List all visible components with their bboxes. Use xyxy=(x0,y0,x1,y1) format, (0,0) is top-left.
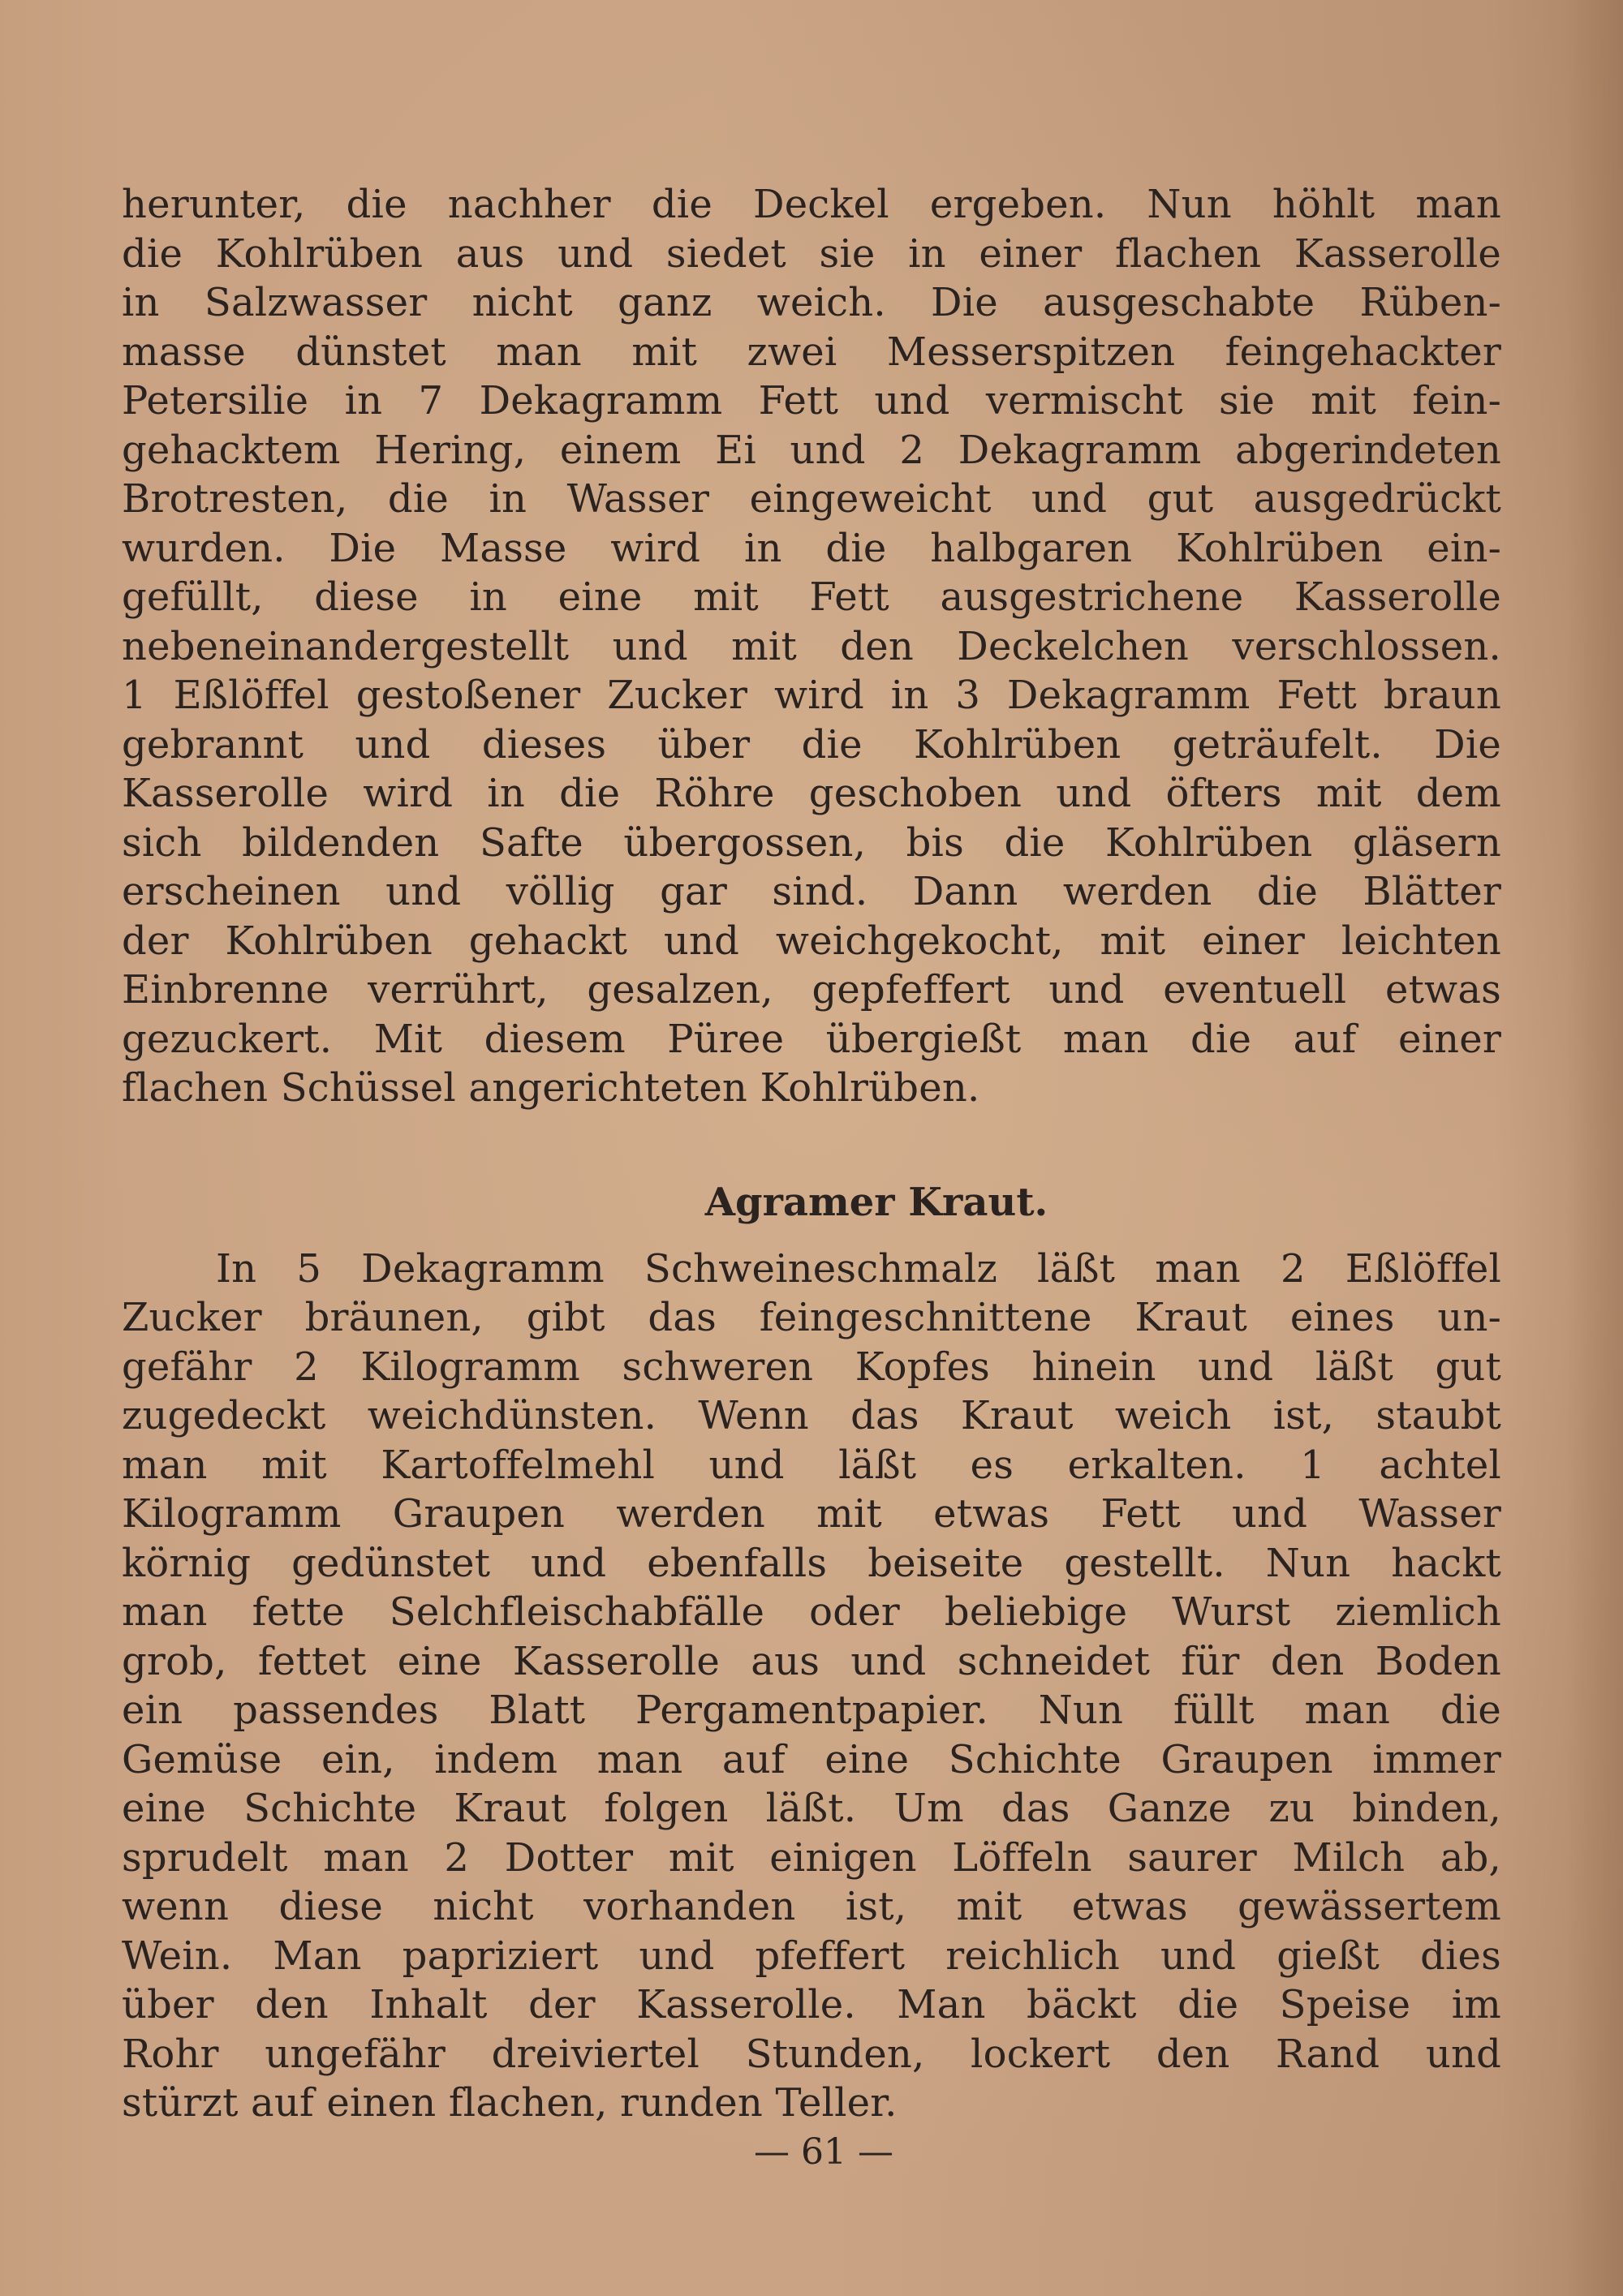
text-line: Wein. Man papriziert und pfeffert reichlich und gießt dies xyxy=(122,1933,1501,1979)
text-line: Gemüse ein, indem man auf eine Schichte Graupen immer xyxy=(122,1736,1501,1782)
text-line: gefähr 2 Kilogramm schweren Kopfes hinein und läßt gut xyxy=(122,1344,1501,1390)
text-line: gebrannt und dieses über die Kohlrüben geträufelt. Die xyxy=(122,721,1501,767)
text-line: ein passendes Blatt Pergamentpapier. Nun füllt man die xyxy=(122,1688,1501,1733)
book-page-text xyxy=(122,180,1501,2128)
text-line: Kasserolle wird in die Röhre geschoben und öfters mit dem xyxy=(122,771,1501,816)
text-line: gefüllt, diese in eine mit Fett ausgestrichene Kasserolle xyxy=(122,574,1501,620)
text-line: flachen Schüssel angerichteten Kohlrüben. xyxy=(122,1065,980,1111)
text-line: stürzt auf einen flachen, runden Teller. xyxy=(122,2080,898,2126)
text-line: körnig gedünstet und ebenfalls beiseite gestellt. Nun hackt xyxy=(122,1540,1501,1586)
text-line: eine Schichte Kraut folgen läßt. Um das Ganze zu binden, xyxy=(122,1786,1501,1831)
text-line: 1 Eßlöffel gestoßener Zucker wird in 3 Dekagramm Fett braun xyxy=(122,673,1501,718)
text-line: Rohr ungefähr dreiviertel Stunden, lockert den Rand und xyxy=(122,2031,1501,2077)
text-line: die Kohlrüben aus und siedet sie in einer flachen Kasserolle xyxy=(122,230,1501,277)
text-line: In 5 Dekagramm Schweineschmalz läßt man 2 Eßlöffel xyxy=(216,1245,1501,1292)
text-line: erscheinen und völlig gar sind. Dann werden die Blätter xyxy=(122,869,1501,914)
text-line: grob, fettet eine Kasserolle aus und schneidet für den Boden xyxy=(122,1638,1501,1684)
text-line: man mit Kartoffelmehl und läßt es erkalten. 1 achtel xyxy=(122,1442,1501,1488)
text-line: Brotresten, die in Wasser eingeweicht und gut ausgedrückt xyxy=(122,476,1501,522)
recipe-heading: Agramer Kraut. xyxy=(704,1179,1048,1225)
text-line: Einbrenne verrührt, gesalzen, gepfeffert und eventuell etwas xyxy=(122,967,1501,1013)
text-line: herunter, die nachher die Deckel ergeben. Nun höhlt man xyxy=(122,182,1501,227)
page-number: — 61 — xyxy=(754,2131,893,2173)
text-line: sprudelt man 2 Dotter mit einigen Löffeln saurer Milch ab, xyxy=(122,1834,1501,1881)
text-line: wenn diese nicht vorhanden ist, mit etwas gewässertem xyxy=(122,1884,1501,1929)
text-line: wurden. Die Masse wird in die halbgaren Kohlrüben ein- xyxy=(122,525,1501,571)
text-line: in Salzwasser nicht ganz weich. Die ausgeschabte Rüben- xyxy=(122,280,1501,325)
recipe-paragraph-continuation xyxy=(122,180,1501,1113)
text-line: Petersilie in 7 Dekagramm Fett und vermischt sie mit fein- xyxy=(122,378,1501,424)
text-line: der Kohlrüben gehackt und weichgekocht, mit einer leichten xyxy=(122,918,1501,964)
text-line: nebeneinandergestellt und mit den Deckelchen verschlossen. xyxy=(122,623,1501,669)
recipe-paragraph-agramer xyxy=(122,1245,1501,2128)
text-line: masse dünstet man mit zwei Messerspitzen feingehackter xyxy=(122,329,1501,375)
page-edge-shadow xyxy=(1566,0,1623,2296)
text-line: Zucker bräunen, gibt das feingeschnittene Kraut eines un- xyxy=(122,1295,1501,1340)
text-line: man fette Selchfleischabfälle oder beliebige Wurst ziemlich xyxy=(122,1589,1501,1635)
text-line: zugedeckt weichdünsten. Wenn das Kraut weich ist, staubt xyxy=(122,1393,1501,1438)
text-line: Kilogramm Graupen werden mit etwas Fett und Wasser xyxy=(122,1491,1501,1537)
text-line: über den Inhalt der Kasserolle. Man bäckt die Speise im xyxy=(122,1982,1501,2027)
text-line: gezuckert. Mit diesem Püree übergießt man die auf einer xyxy=(122,1016,1501,1062)
text-line: sich bildenden Safte übergossen, bis die Kohlrüben gläsern xyxy=(122,819,1501,866)
text-line: gehacktem Hering, einem Ei und 2 Dekagramm abgerindeten xyxy=(122,427,1501,473)
